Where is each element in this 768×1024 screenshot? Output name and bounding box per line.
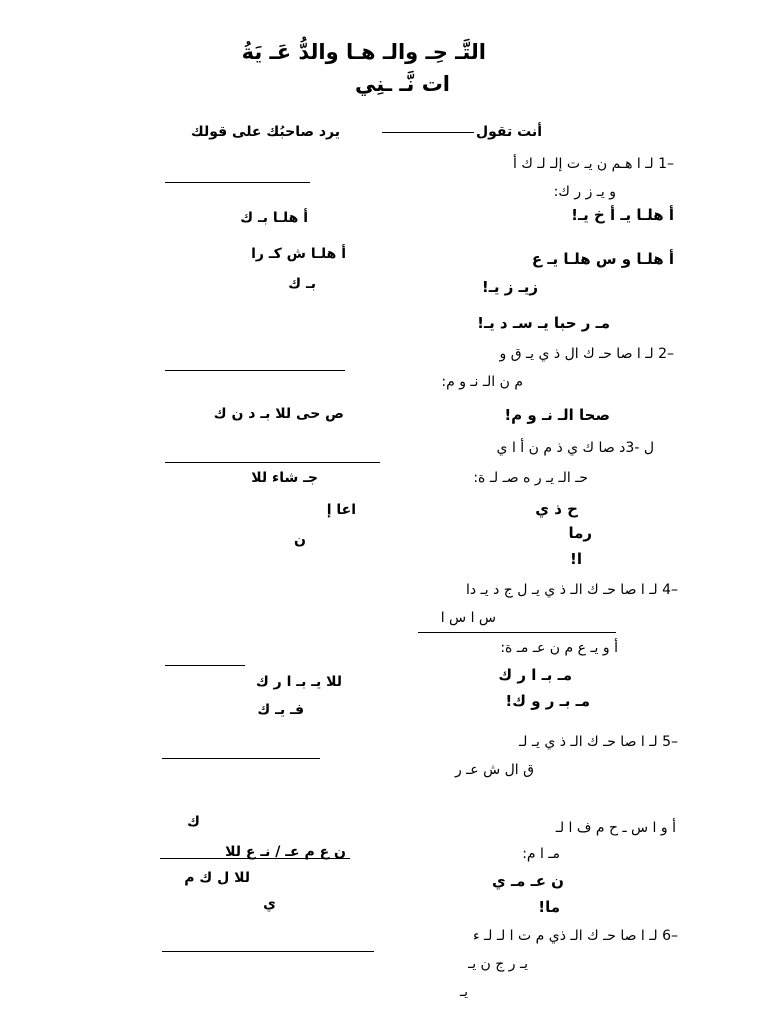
friend-says-3-b: اعا إ: [326, 502, 356, 518]
friend-says-5-b: ن ع م عـ / نـ ع للا: [225, 844, 346, 860]
answer-line: [165, 182, 310, 183]
answer-line: [160, 858, 350, 859]
you-say-4-b: مـ بـ ر و ك!: [505, 692, 590, 710]
friend-says-1-c: بـ ك: [288, 276, 316, 292]
you-say-2: صحا الـ نـ و م!: [504, 406, 610, 424]
question-5-line-1: –5 لـ ا صا حـ ك الـ ذ ي يـ لـ: [519, 734, 678, 750]
answer-line: [418, 632, 616, 633]
friend-says-3-a: جـ شاء للا: [251, 470, 318, 486]
you-say-3-c: ا!: [570, 550, 582, 568]
you-say-5-b: مـ ا م:: [522, 846, 560, 862]
question-3-line-1: ل -3د صا ك ي ذ م ن أ ا ي: [496, 440, 654, 456]
question-4-line-2: س ا س ا: [440, 610, 496, 626]
page-title: التَّـ حِـ والـ هـا والدُّ عَـ يَةُ: [241, 40, 486, 64]
question-2-line-1: –2 لـ ا صا حـ ك ال ذ ي يـ ق و: [499, 346, 674, 362]
friend-says-5-a: ك: [187, 814, 200, 830]
friend-says-1-a: أ هلـا بـ ك: [240, 210, 308, 226]
friend-says-2: ص حى للا بـ د ن ك: [213, 406, 344, 422]
friend-says-4-b: فـ يـ ك: [257, 702, 304, 718]
friend-says-5-d: ي: [263, 896, 276, 912]
friend-says-5-c: للا ل ك م: [184, 870, 250, 886]
question-2-line-2: م ن الـ نـ و م:: [441, 374, 523, 390]
you-say-1-d: مـ ر حبا يـ سـ د يـ!: [477, 314, 610, 332]
answer-line: [162, 758, 320, 759]
you-say-5-a: أ و ا س ـ ح م ف ا لـ: [555, 820, 676, 836]
header-underline: [382, 132, 474, 133]
you-say-5-c: ن عـ مـ ي: [491, 872, 564, 890]
question-3-line-2: حـ الـ يـ ر ه صـ لـ ة:: [473, 470, 588, 486]
question-1-line-2: و يـ ز ر ك:: [553, 184, 616, 200]
question-5-line-2: ق ال ش عـ ر: [454, 762, 534, 778]
friend-says-1-b: أ هلـا ش كـ را: [251, 246, 346, 262]
question-6-line-1: –6 لـ ا صا حـ ك الـ ذي م ت ا لـ لـ ء: [473, 928, 678, 944]
friend-says-3-c: ن: [294, 532, 306, 548]
question-1-line-1: –1 لـ ا هـم ن يـ ت إلـ لـ ك أ: [513, 156, 674, 172]
answer-line: [162, 951, 374, 952]
answer-line: [165, 370, 345, 371]
header-you-say-label: أنت تقول: [475, 124, 542, 140]
question-6-line-2: يـ ر ج ن يـ: [468, 956, 528, 972]
you-say-1-a: أ هلـا يـ أ خ يـ!: [571, 206, 674, 224]
you-say-3-b: رما: [568, 524, 592, 542]
page-subtitle: ات نَّـ ـنِي: [355, 72, 450, 96]
answer-line: [165, 665, 245, 666]
you-say-3-a: ح ذ ي: [535, 500, 578, 518]
you-say-1-b: أ هلـا و س هلـا يـ ع: [531, 250, 674, 268]
question-6-line-3: يـ: [460, 984, 468, 1000]
you-say-4-a: مـ بـ ا ر ك: [498, 666, 572, 684]
you-say-1-c: زيـ ز يـ!: [481, 278, 538, 296]
you-say-5-d: ما!: [538, 898, 560, 916]
answer-line: [165, 462, 380, 463]
header-you-say: [382, 124, 542, 140]
question-4-line-3: أ و يـ ع م ن عـ مـ ة:: [500, 640, 618, 656]
question-4-line-1: –4 لـ ا صا حـ ك الـ ذ ي يـ ل ج د يـ دا: [466, 582, 678, 598]
friend-says-4-a: للا يـ بـ ا ر ك: [255, 674, 342, 690]
header-friend-says: يرد صاحبُك على قولك: [190, 124, 340, 140]
